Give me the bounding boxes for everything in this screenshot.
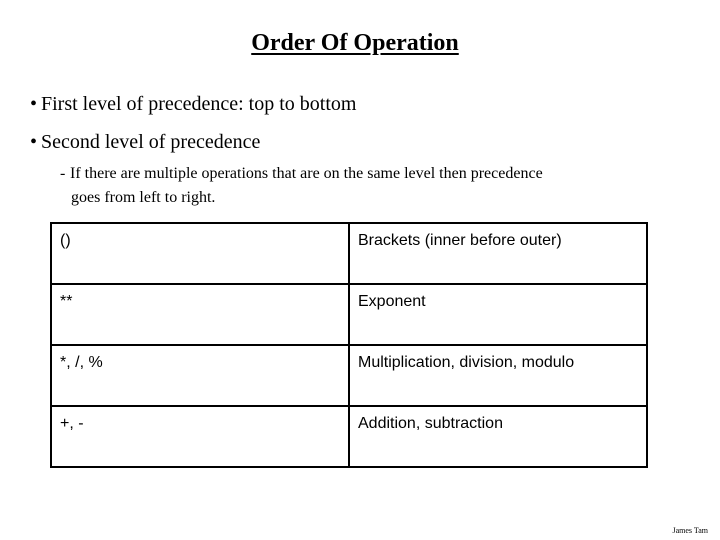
bullet-text: First level of precedence: top to bottom	[41, 93, 357, 115]
bullet-text: Second level of precedence	[41, 131, 261, 153]
sub-bullet-line-2: goes from left to right.	[71, 189, 216, 206]
bullet-second-level	[30, 131, 260, 154]
operator-cell: ()	[51, 223, 349, 284]
precedence-table	[50, 222, 648, 468]
author-footer: James Tam	[672, 526, 708, 535]
bullet-marker: •	[30, 131, 38, 153]
table-row	[51, 406, 647, 467]
sub-bullet-text-1: If there are multiple operations that are on the same level then precedence	[70, 165, 543, 182]
operator-cell: +, -	[51, 406, 349, 467]
bullet-first-level	[30, 93, 356, 116]
sub-bullet-left-to-right	[60, 162, 680, 210]
description-cell: Exponent	[349, 284, 647, 345]
slide-title: Order Of Operation	[251, 30, 459, 56]
table-row	[51, 284, 647, 345]
description-cell: Brackets (inner before outer)	[349, 223, 647, 284]
description-cell: Multiplication, division, modulo	[349, 345, 647, 406]
operator-cell: *, /, %	[51, 345, 349, 406]
table-row	[51, 223, 647, 284]
table-row	[51, 345, 647, 406]
description-cell: Addition, subtraction	[349, 406, 647, 467]
operator-cell: **	[51, 284, 349, 345]
sub-bullet-line-1	[60, 162, 680, 186]
sub-bullet-marker: -	[60, 165, 66, 182]
bullet-marker: •	[30, 93, 38, 115]
